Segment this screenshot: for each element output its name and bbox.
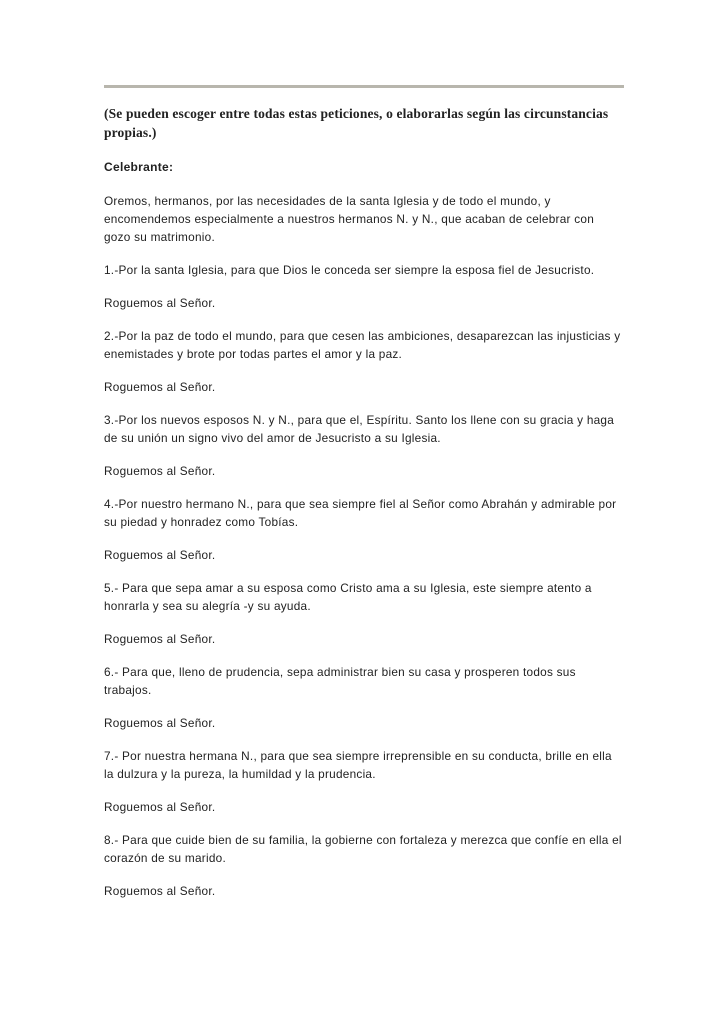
- response-6: Roguemos al Señor.: [104, 716, 216, 730]
- petition-5: 5.- Para que sepa amar a su esposa como Cristo ama a su Iglesia, este siempre atento a honrarla y sea su alegría -y su ayuda.: [104, 581, 592, 613]
- petition-4: 4.-Por nuestro hermano N., para que sea siempre fiel al Señor como Abrahán y admirable por su piedad y honradez como Tobías.: [104, 497, 617, 529]
- response-5: Roguemos al Señor.: [104, 632, 216, 646]
- petition-2: 2.-Por la paz de todo el mundo, para que cesen las ambiciones, desaparezcan las injusticias y enemistades y brote por todas partes el amor y la paz.: [104, 329, 621, 361]
- response-8: Roguemos al Señor.: [104, 884, 216, 898]
- response-1: Roguemos al Señor.: [104, 296, 216, 310]
- petition-1: 1.-Por la santa Iglesia, para que Dios le conceda ser siempre la esposa fiel de Jesucristo.: [104, 263, 595, 277]
- petition-6: 6.- Para que, lleno de prudencia, sepa administrar bien su casa y prosperen todos sus trabajos.: [104, 665, 576, 697]
- response-7: Roguemos al Señor.: [104, 800, 216, 814]
- document-body: [104, 104, 624, 915]
- intro-note: (Se pueden escoger entre todas estas peticiones, o elaborarlas según las circunstancias propias.): [104, 106, 609, 140]
- petition-3: 3.-Por los nuevos esposos N. y N., para que el, Espíritu. Santo los llene con su gracia y haga de su unión un signo vivo del amor de Jesucristo a su Iglesia.: [104, 413, 615, 445]
- petition-7: 7.- Por nuestra hermana N., para que sea siempre irreprensible en su conducta, brille en ella la dulzura y la pureza, la humildad y la prudencia.: [104, 749, 612, 781]
- response-4: Roguemos al Señor.: [104, 548, 216, 562]
- petition-8: 8.- Para que cuide bien de su familia, la gobierne con fortaleza y merezca que confíe en ella el corazón de su marido.: [104, 833, 622, 865]
- celebrant-label: Celebrante:: [104, 160, 174, 174]
- response-3: Roguemos al Señor.: [104, 464, 216, 478]
- opening-paragraph: Oremos, hermanos, por las necesidades de la santa Iglesia y de todo el mundo, y encomendemos especialmente a nuestros hermanos N. y N., que acaban de celebrar con gozo su matrimonio.: [104, 194, 595, 244]
- header-rule: [104, 85, 624, 88]
- response-2: Roguemos al Señor.: [104, 380, 216, 394]
